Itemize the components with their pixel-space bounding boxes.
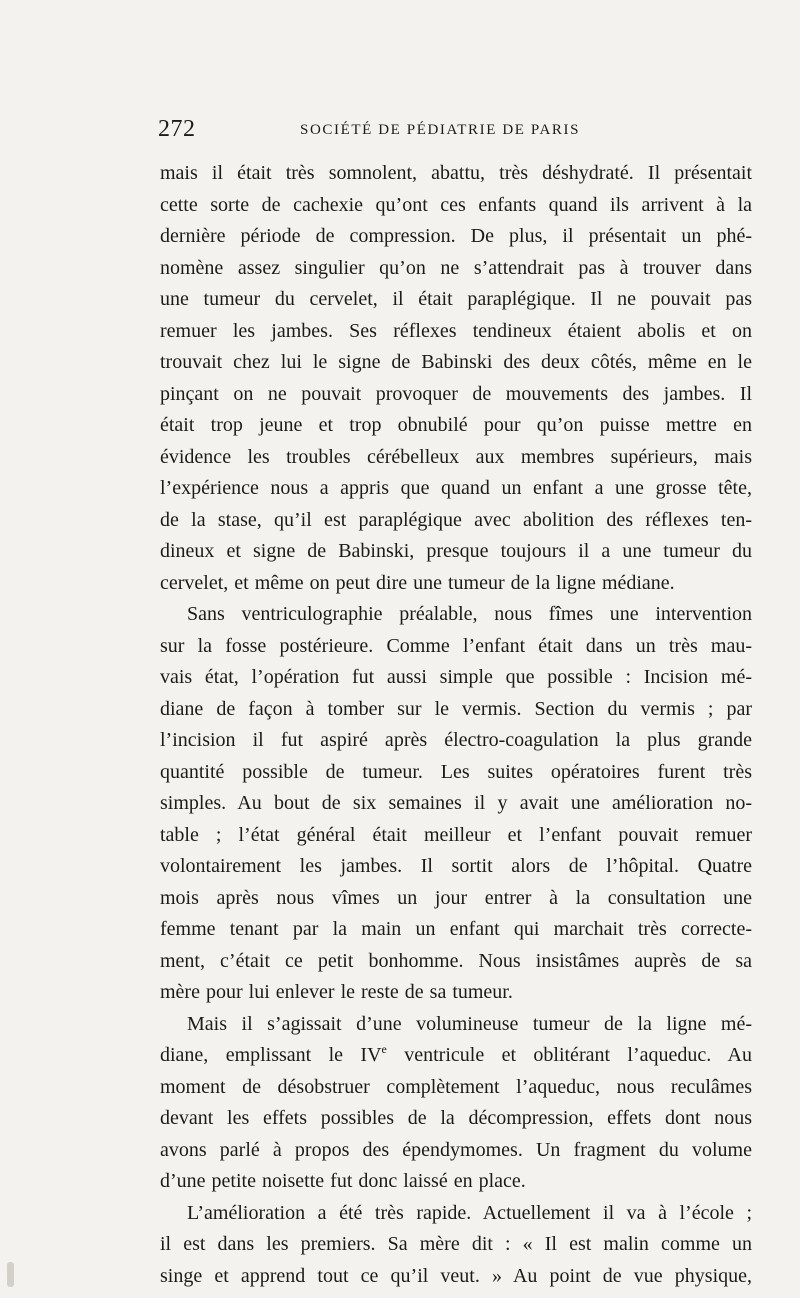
text-line: L’amélioration a été très rapide. Actuellement il va à l’école ; [187, 1201, 752, 1224]
text-line: de la stase, qu’il est paraplégique avec abolition des réflexes ten- [160, 508, 752, 531]
text-line: Sans ventriculographie préalable, nous fîmes une intervention [187, 603, 752, 625]
text-line: table ; l’état général était meilleur et l’enfant pouvait remuer [160, 823, 752, 846]
text-line: il est dans les premiers. Sa mère dit : « Il est malin comme un [160, 1233, 752, 1255]
text-line: cette sorte de cachexie qu’ont ces enfants quand ils arrivent à la [160, 193, 752, 216]
text-line: mais il était très somnolent, abattu, très déshydraté. Il présentait [160, 162, 752, 184]
text-line: avons parlé à propos des épendymomes. Un fragment du volume [160, 1138, 752, 1161]
text-line: ment, c’était ce petit bonhomme. Nous insistâmes auprès de sa [160, 949, 752, 972]
text-line: moment de désobstruer complètement l’aqueduc, nous reculâmes [160, 1075, 752, 1098]
paragraph-3 [160, 1009, 752, 1198]
paragraph-1 [160, 158, 752, 599]
text-line: vais état, l’opération fut aussi simple que possible : Incision mé- [160, 666, 752, 688]
text-line: évidence les troubles cérébelleux aux membres supérieurs, mais [160, 445, 752, 468]
text-line: dernière période de compression. De plus, il présentait un phé- [160, 225, 752, 247]
text-line: dineux et signe de Babinski, presque toujours il a une tumeur du [160, 540, 752, 562]
text-line: nomène assez singulier qu’on ne s’attendrait pas à trouver dans [160, 256, 752, 279]
text-line-end: ventricule et oblitérant l’aqueduc. Au [386, 1044, 752, 1066]
text-line: simples. Au bout de six semaines il y avait une amélioration no- [160, 792, 752, 814]
paragraph-2 [160, 599, 752, 1009]
text-line: cervelet, et même on peut dire une tumeur de la ligne médiane. [160, 571, 675, 594]
text-line: était trop jeune et trop obnubilé pour qu’on puisse mettre en [160, 414, 752, 436]
text-line: singe et apprend tout ce qu’il veut. » Au point de vue physique, [160, 1264, 752, 1287]
ordinal-superscript: e [381, 1042, 387, 1056]
text-line: pinçant on ne pouvait provoquer de mouvements des jambes. Il [160, 382, 752, 405]
paragraph-4 [160, 1198, 752, 1293]
text-line: mois après nous vîmes un jour entrer à la consultation une [160, 886, 752, 909]
binding-edge-mark [7, 1262, 14, 1287]
text-line: trouvait chez lui le signe de Babinski des deux côtés, même en le [160, 351, 752, 373]
text-line: l’expérience nous a appris que quand un enfant a une grosse tête, [160, 477, 752, 499]
text-line: diane de façon à tomber sur le vermis. Section du vermis ; par [160, 697, 752, 720]
text-line: l’incision il fut aspiré après électro-coagulation la plus grande [160, 729, 752, 751]
text-line: volontairement les jambes. Il sortit alors de l’hôpital. Quatre [160, 855, 752, 877]
journal-title: SOCIÉTÉ DE PÉDIATRIE DE PARIS [300, 122, 581, 138]
text-line: devant les effets possibles de la décompression, effets dont nous [160, 1107, 752, 1129]
text-line: mère pour lui enlever le reste de sa tumeur. [160, 981, 513, 1003]
running-head [158, 114, 752, 148]
text-line: Mais il s’agissait d’une volumineuse tumeur de la ligne mé- [187, 1012, 752, 1035]
text-line: femme tenant par la main un enfant qui marchait très correcte- [160, 918, 752, 940]
text-line: une tumeur du cervelet, il était paraplégique. Il ne pouvait pas [160, 288, 752, 310]
text-line: sur la fosse postérieure. Comme l’enfant était dans un très mau- [160, 634, 752, 657]
text-line: d’une petite noisette fut donc laissé en place. [160, 1170, 526, 1192]
text-line-start: diane, emplissant le IV [160, 1044, 382, 1066]
text-line [160, 1040, 752, 1072]
page-number: 272 [158, 116, 196, 142]
text-line: quantité possible de tumeur. Les suites opératoires furent très [160, 760, 752, 783]
text-line: remuer les jambes. Ses réflexes tendineux étaient abolis et on [160, 319, 752, 342]
body-text [160, 158, 752, 1292]
